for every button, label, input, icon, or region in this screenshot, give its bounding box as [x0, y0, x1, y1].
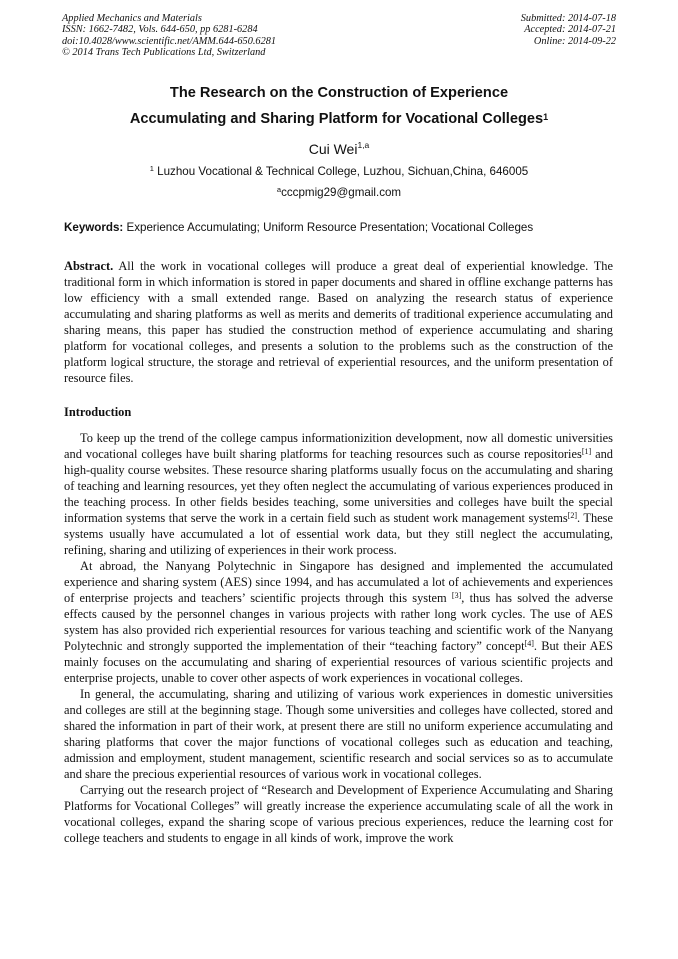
abstract-label: Abstract. [64, 259, 114, 273]
copyright-line: © 2014 Trans Tech Publications Ltd, Switzerland [62, 47, 266, 59]
introduction-body [64, 430, 613, 846]
title-line-1: The Research on the Construction of Experience [169, 85, 509, 101]
abstract-text: All the work in vocational colleges will produce a great deal of experiential knowledge. The traditional form in which information is stored in paper documents and shared in offline exchange patterns has low efficiency with a small extended range. Based on analyzing the research status of experience accumulating and sharing platforms as well as merits and demerits of traditional experience accumulating and sharing means, this paper has studied the construction method of experience accumulating and sharing platform for vocational colleges, and presents a solution to the problems such as the construction of the platform logical structure, the storage and retrieval of experiential resources, and the uniform presentation of resource files. [64, 259, 613, 385]
p1-text-a: To keep up the trend of the college campus informationizition development, now all domestic universities and vocational colleges have built sharing platforms for teaching resources such as course repositories [64, 431, 613, 461]
citation-4: [4] [524, 639, 534, 648]
issn-line: ISSN: 1662-7482, Vols. 644-650, pp 6281-6284 [62, 24, 258, 36]
author-email [0, 186, 678, 199]
email-sup: a [276, 185, 282, 194]
author-sup: 1,a [357, 140, 370, 150]
paper-title [40, 80, 638, 132]
affiliation-text: Luzhou Vocational & Technical College, Luzhou, Sichuan,China, 646005 [153, 165, 529, 178]
submitted-date: Submitted: 2014-07-18 [520, 13, 616, 24]
keywords-label: Keywords: [64, 221, 124, 234]
citation-3: [3] [451, 591, 462, 600]
p1-text-b: and high-quality course websites. These resource sharing platforms usually focus on the accumulating and sharing of teaching and learning resources, yet they often neglect the accumulating of various experiences produced in the teaching process. In other fields besides teaching, some universities and colleges have built the special information systems that serve the work in a certain field such as student work management systems [64, 447, 613, 525]
author-name: Cui Wei [308, 141, 358, 157]
journal-info [62, 13, 276, 59]
paragraph-2 [64, 558, 613, 686]
journal-name: Applied Mechanics and Materials [62, 13, 202, 24]
title-line-2 [40, 106, 638, 132]
citation-2: [2] [567, 511, 578, 520]
author [0, 141, 678, 157]
accepted-date: Accepted: 2014-07-21 [524, 24, 616, 36]
paragraph-1 [64, 430, 613, 558]
title-footnote-mark: 1 [543, 112, 549, 122]
title-line-2-text: Accumulating and Sharing Platform for Vocational Colleges [129, 111, 544, 127]
p2-text-b: , thus has solved the adverse effects caused by the personnel changes in various projects with rather long work cycles. The use of AES system has also provided rich experiential resources for various teaching and scientific work of the Nanyang Polytechnic and strongly supported the implementation of their “teaching factory” concept [64, 591, 613, 653]
email-text: cccpmig29@gmail.com [281, 186, 402, 199]
affiliation [0, 165, 678, 178]
affiliation-sup: 1 [149, 164, 154, 173]
paragraph-4: Carrying out the research project of “Research and Development of Experience Accumulating and Sharing Platforms for Vocational Colleges” will greatly increase the experience accumulating scale of all the work in vocational colleges, expand the sharing scope of various precious experiences, reduce the learning cost for college teachers and students to engage in all kinds of work, improve the work [64, 783, 613, 845]
p2-text-c: . But their AES mainly focuses on the accumulating and sharing of experiential resources of various scientific projects and enterprise projects, unable to cover other aspects of work experiences in vocational colleges. [64, 639, 613, 685]
citation-1: [1] [581, 447, 592, 456]
p2-text-a: At abroad, the Nanyang Polytechnic in Singapore has designed and implemented the accumulated experience and sharing system (AES) since 1994, and has accumulated a lot of achievements and experiences of enterprise projects and teachers’ scientific projects through this system [64, 559, 613, 605]
paragraph-3: In general, the accumulating, sharing and utilizing of various work experiences in domestic universities and colleges are still at the beginning stage. Though some universities and colleges have collected, stored and shared the information in part of their work, at present there are still no uniform experience accumulating and sharing platforms that cover the major functions of vocational colleges such as education and teaching, admission and employment, student management, scientific research and social services so as to accumulate and share the precious experiential resources of various work in vocational colleges. [64, 687, 613, 781]
abstract [64, 258, 613, 386]
p1-text-c: . These systems usually have accumulated a lot of essential work data, but they still neglect the accumulating, refining, sharing and utilizing of experiences in their work process. [64, 511, 613, 557]
online-date: Online: 2014-09-22 [533, 35, 616, 47]
section-heading-introduction: Introduction [64, 405, 132, 419]
doi-line: doi:10.4028/www.scientific.net/AMM.644-650.6281 [62, 35, 277, 47]
keywords-text: Experience Accumulating; Uniform Resource Presentation; Vocational Colleges [123, 221, 534, 234]
keywords [64, 221, 624, 234]
submission-dates [521, 13, 616, 47]
